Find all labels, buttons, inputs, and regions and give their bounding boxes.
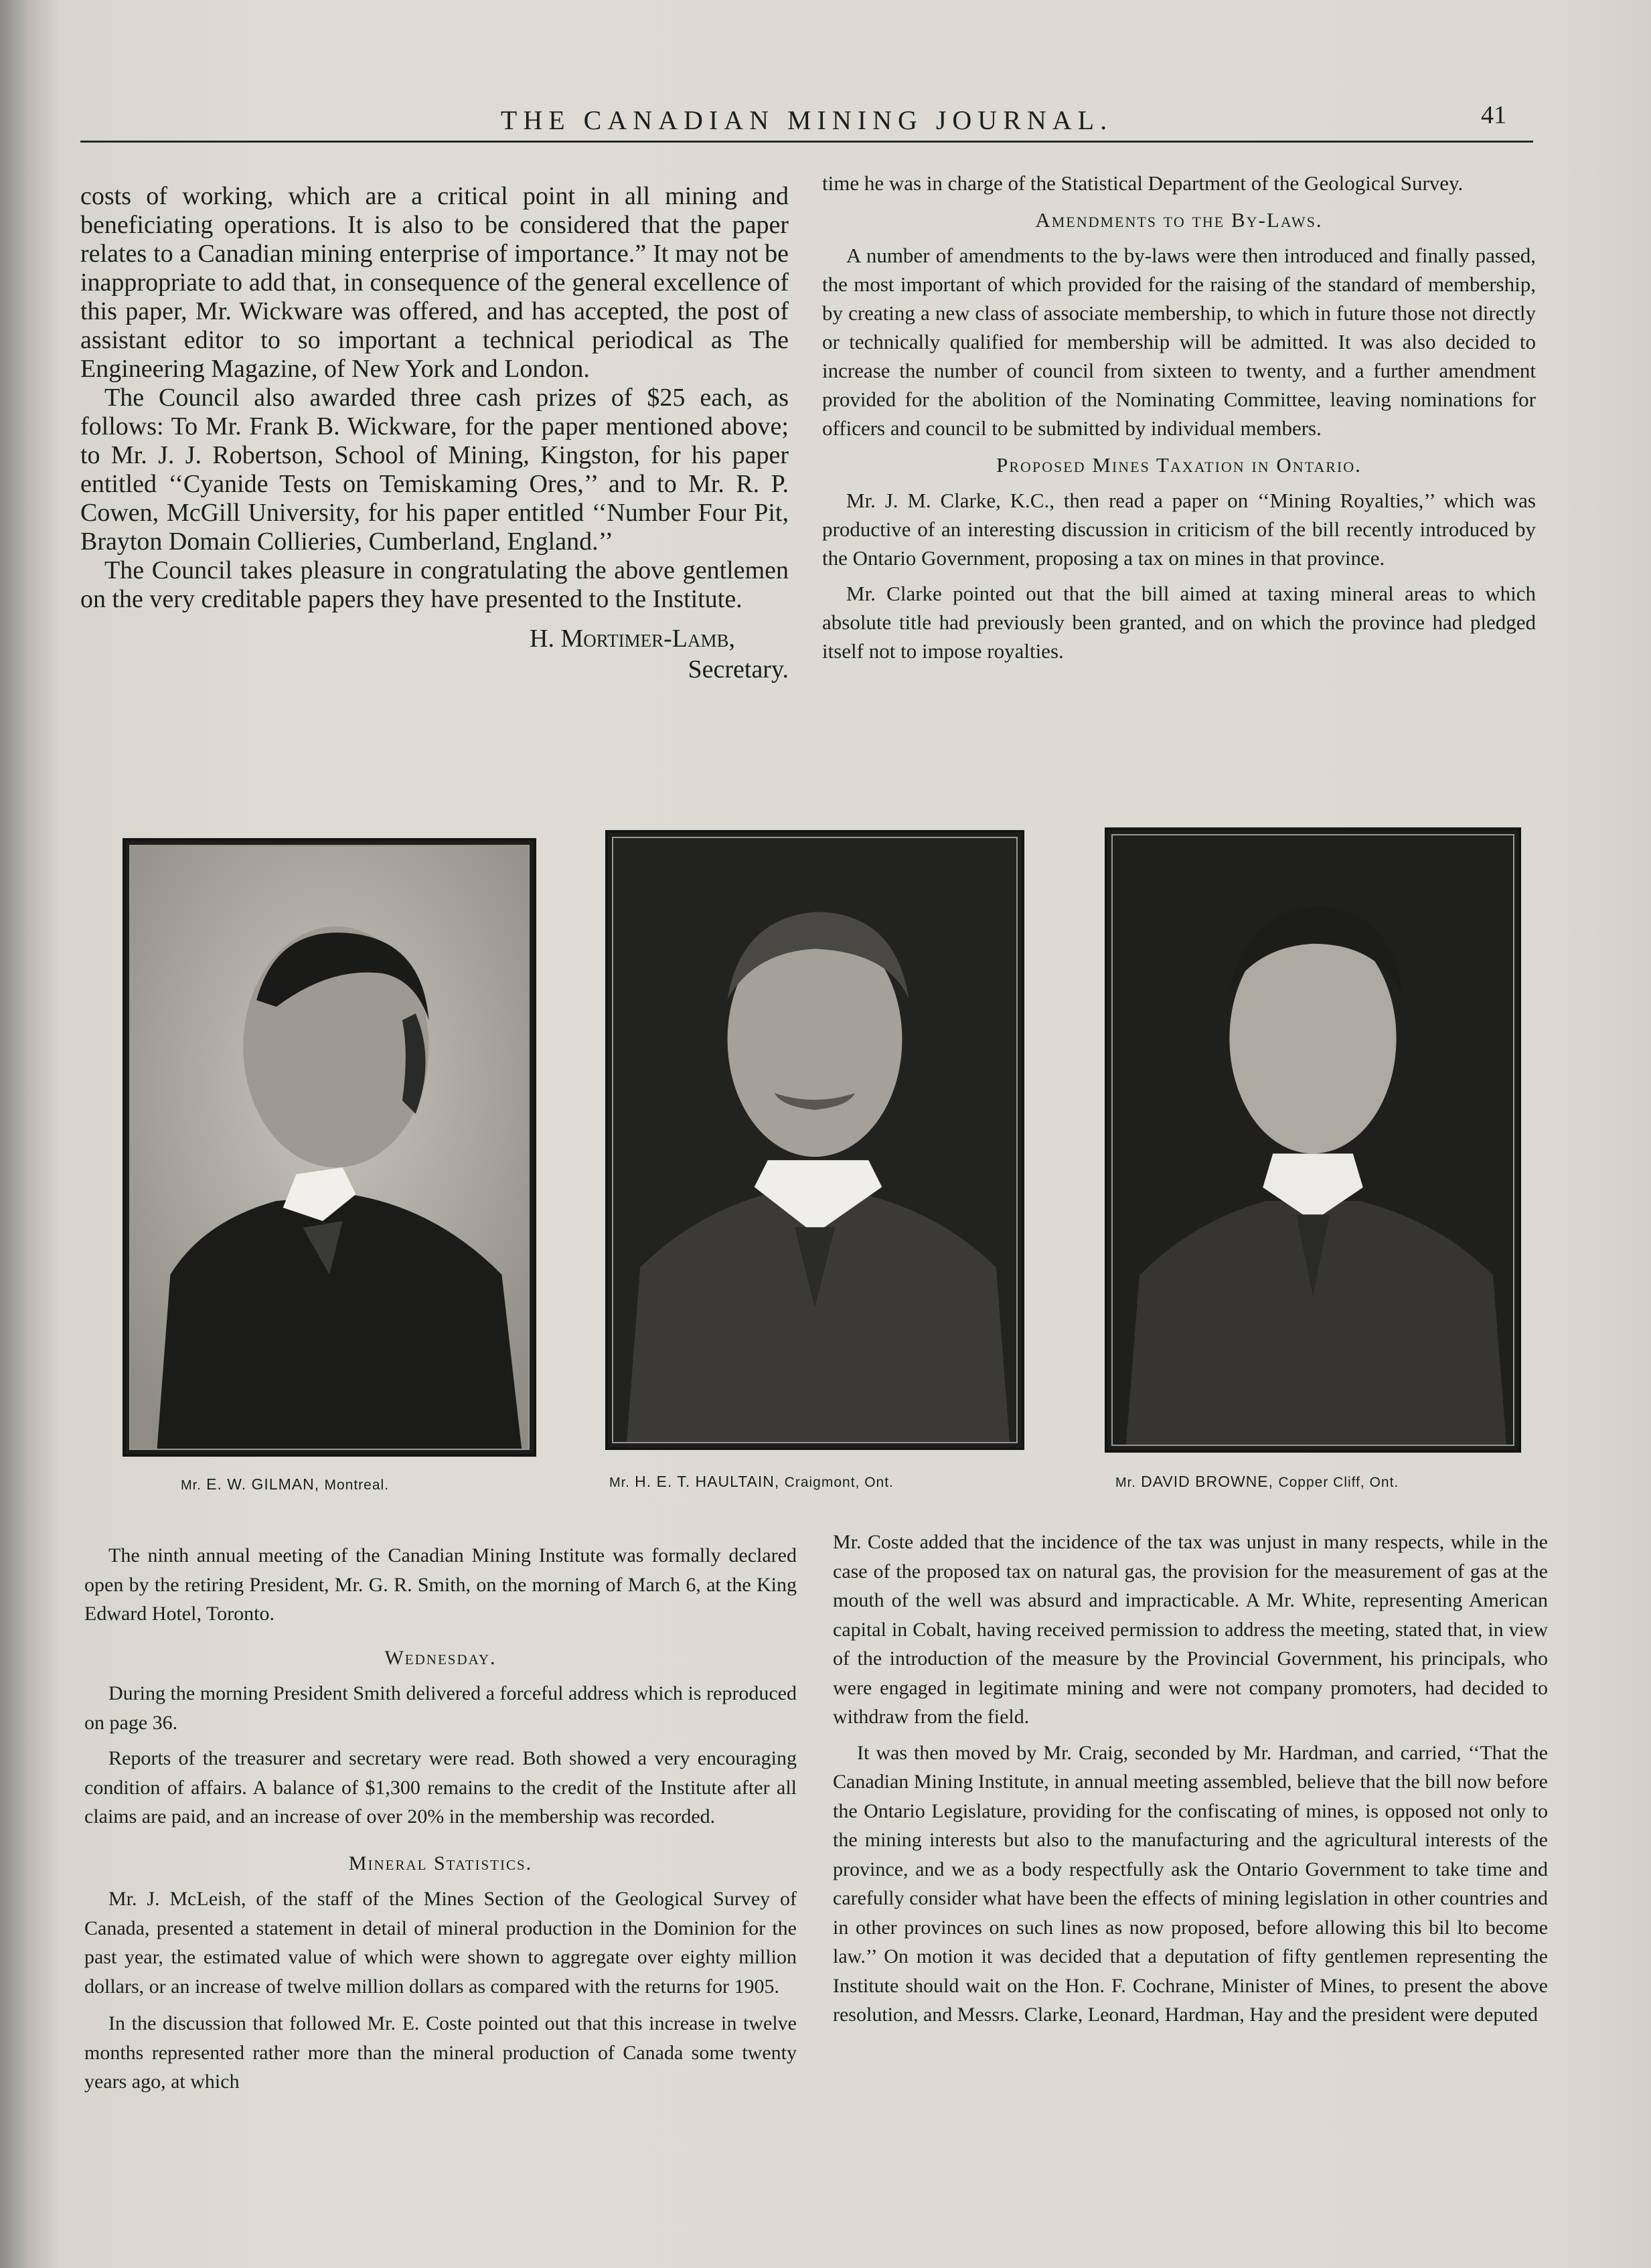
portrait-photo-gilman [123,838,536,1457]
paragraph: Mr. J. McLeish, of the staff of the Mines Section of the Geological Survey of Canada, presented a statement in detail of mineral production in the Dominion for the past year, the estimated value of which were shown to aggregate over eighty million dollars, or an increase of twelve million dollars as compared with the returns for 1905. [84,1888,797,1998]
photo-caption: Mr. E. W. GILMAN, Montreal. [181,1475,390,1493]
paragraph: costs of working, which are a critical point in all mining and beneficiating operations. It is also to be considered that the paper relates to a Canadian mining enterprise of importance.” It may not be inappropriate to add that, in consequence of the general excellence of this paper, Mr. Wickware was offered, and has accepted, the post of assistant editor to so important a technical periodical as The Engineering Magazine, of New York and London. [80,182,789,383]
signature-block [80,623,789,685]
section-heading: Wednesday. [384,1646,497,1669]
paragraph: Mr. J. M. Clarke, K.C., then read a paper on ‘‘Mining Royalties,’’ which was productive of an interesting discussion in criticism of the bill recently introduced by the Ontario Government, proposing a tax on mines in that province. [822,489,1536,570]
paragraph: The ninth annual meeting of the Canadian Mining Institute was formally declared open by the retiring President, Mr. G. R. Smith, on the morning of March 6, at the King Edward Hotel, Toronto. [84,1544,797,1625]
paragraph: Mr. Coste added that the incidence of the tax was unjust in many respects, while in the case of the proposed tax on natural gas, the provision for the measurement of gas at the mouth of the well was absurd and impracticable. A Mr. White, representing American capital in Cobalt, having received permission to address the meeting, stated that, in view of the introduction of the measure by the Provincial Government, his principals, who were engaged in legitimate mining and were not company promoters, had decided to withdraw from the field. [833,1531,1548,1728]
paragraph: time he was in charge of the Statistical Department of the Geological Survey. [822,171,1464,195]
portrait-photo-haultain [605,830,1024,1450]
running-header [80,100,1533,143]
paragraph: In the discussion that followed Mr. E. Coste pointed out that this increase in twelve months represented rather more than the mineral production of Canada some twenty years ago, at which [84,2012,797,2093]
top-left-column [80,182,789,685]
paragraph: During the morning President Smith delivered a forceful address which is reproduced on page 36. [84,1682,797,1734]
journal-title: THE CANADIAN MINING JOURNAL. [500,105,1113,135]
page-number: 41 [1481,101,1506,129]
top-right-column [822,169,1536,665]
signature-name: H. Mortimer-Lamb, [530,625,735,653]
paragraph: A number of amendments to the by-laws were then introduced and finally passed, the most important of which provided for the raising of the standard of membership, by creating a new class of associate membership, to which in future those not directly or technically qualified for membership will be admitted. It was also decided to increase the number of council from sixteen to twenty, and a further amendment provided for the abolition of the Nominating Committee, leaving nominations for officers and council to be submitted by individual members. [822,244,1536,440]
section-heading: Mineral Statistics. [348,1852,533,1874]
bottom-right-column [833,1528,1548,2030]
bottom-left-column [84,1541,797,2097]
section-heading: Amendments to the By-Laws. [1035,208,1323,232]
paragraph: It was then moved by Mr. Craig, seconded by Mr. Hardman, and carried, ‘‘That the Canadian Mining Institute, in annual meeting assembled, believe that the bill now before the Ontario Legislature, providing for the confiscating of mines, is opposed not only to the mining interests but also to the manufacturing and the agricultural interests of the province, and we as a body respectfully ask the Ontario Government to take time and carefully consider what have been the effects of mining legislation in other countries and in other provinces on such lines as now proposed, before allowing this bil lto become law.’’ On motion it was decided that a deputation of fifty gentlemen representing the Institute should wait on the Hon. F. Cochrane, Minister of Mines, to present the above resolution, and Messrs. Clarke, Leonard, Hardman, Hay and the president were deputed [833,1741,1548,2026]
section-heading: Proposed Mines Taxation in Ontario. [996,453,1362,477]
paragraph: Reports of the treasurer and secretary were read. Both showed a very encouraging condition of affairs. A balance of $1,300 remains to the credit of the Institute after all claims are paid, and an increase of over 20% in the membership was recorded. [84,1747,797,1828]
paragraph: Mr. Clarke pointed out that the bill aimed at taxing mineral areas to which absolute title had previously been granted, and on which the province had pledged itself not to impose royalties. [822,582,1536,663]
photo-caption: Mr. H. E. T. HAULTAIN, Craigmont, Ont. [609,1473,894,1490]
paragraph: The Council takes pleasure in congratulating the above gentlemen on the very creditable papers they have presented to the Institute. [80,556,789,613]
paragraph: The Council also awarded three cash prizes of $25 each, as follows: To Mr. Frank B. Wickware, for the paper mentioned above; to Mr. J. J. Robertson, School of Mining, Kingston, for his paper entitled ‘‘Cyanide Tests on Temiskaming Ores,’’ and to Mr. R. P. Cowen, McGill University, for his paper entitled ‘‘Number Four Pit, Brayton Domain Collieries, Cumberland, England.’’ [80,384,789,556]
signature-title: Secretary. [688,655,789,683]
photo-caption: Mr. DAVID BROWNE, Copper Cliff, Ont. [1115,1473,1399,1490]
portrait-photo-browne [1105,827,1521,1453]
